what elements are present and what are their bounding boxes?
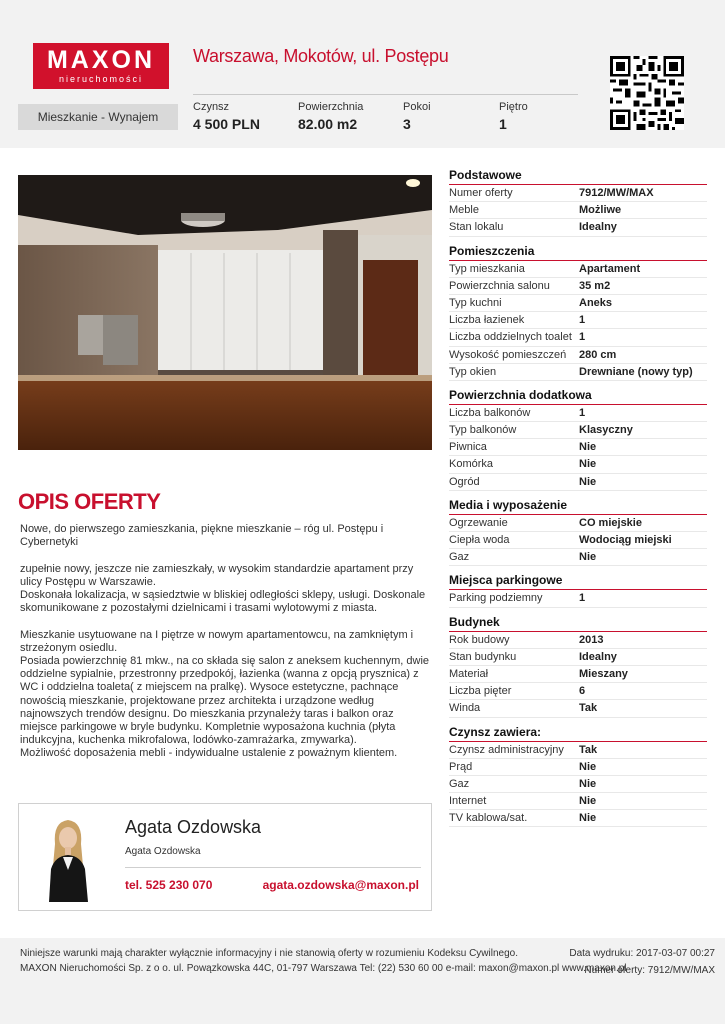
detail-row (449, 649, 707, 666)
detail-row (449, 439, 707, 456)
agent-phone-link[interactable]: tel. 525 230 070 (125, 878, 213, 892)
section-heading: Miejsca parkingowe (449, 573, 707, 590)
detail-row (449, 666, 707, 683)
detail-row (449, 515, 707, 532)
detail-key: Internet (449, 795, 487, 808)
detail-value: CO miejskie (579, 516, 642, 529)
section-heading: Powierzchnia dodatkowa (449, 388, 707, 405)
detail-row (449, 532, 707, 549)
detail-key: Typ kuchni (449, 296, 502, 309)
detail-row (449, 347, 707, 364)
stat-label: Pokoi (403, 101, 431, 113)
detail-value: Mieszany (579, 667, 628, 680)
section-parking (449, 573, 707, 607)
detail-row (449, 793, 707, 810)
section-basic (449, 168, 707, 237)
detail-key: Gaz (449, 777, 470, 790)
detail-value: 1 (579, 406, 586, 419)
detail-value: Drewniane (nowy typ) (579, 365, 693, 378)
detail-key: Stan budynku (449, 650, 517, 663)
stat-value: 4 500 PLN (193, 116, 260, 132)
description-heading: OPIS OFERTY (18, 489, 161, 514)
detail-row (449, 364, 707, 381)
detail-value: Możliwe (579, 204, 622, 217)
detail-key: Materiał (449, 667, 489, 680)
detail-key: Winda (449, 702, 481, 715)
agent-divider (125, 867, 421, 868)
detail-key: Meble (449, 204, 479, 217)
qr-code-icon (610, 56, 684, 130)
detail-row (449, 700, 707, 717)
section-heading: Podstawowe (449, 168, 707, 185)
detail-row (449, 278, 707, 295)
detail-value: 1 (579, 592, 586, 605)
detail-value: Nie (579, 441, 597, 454)
agent-card (18, 803, 432, 911)
detail-value: 7912/MW/MAX (579, 187, 654, 199)
detail-row (449, 474, 707, 491)
detail-row (449, 742, 707, 759)
detail-key: Typ mieszkania (449, 262, 525, 275)
detail-value: 6 (579, 685, 586, 698)
stat-area (298, 101, 363, 132)
stat-label: Powierzchnia (298, 101, 364, 113)
section-heading: Budynek (449, 615, 707, 632)
detail-row (449, 312, 707, 329)
detail-row (449, 776, 707, 793)
detail-value: Nie (579, 795, 597, 808)
detail-value: 1 (579, 331, 586, 344)
logo-main-text: MAXON (46, 46, 156, 74)
detail-row (449, 549, 707, 566)
detail-row (449, 422, 707, 439)
detail-value: 2013 (579, 633, 604, 646)
detail-value: Idealny (579, 650, 617, 663)
stat-label: Piętro (499, 101, 528, 113)
detail-row (449, 405, 707, 422)
detail-value: Nie (579, 812, 597, 825)
detail-value: Tak (579, 702, 598, 715)
detail-key: Liczba łazienek (449, 314, 525, 327)
agent-avatar (41, 814, 96, 902)
detail-value: Nie (579, 458, 597, 471)
stat-rent (193, 101, 260, 132)
detail-row (449, 219, 707, 236)
detail-key: Piwnica (449, 441, 487, 454)
detail-value: Aneks (579, 296, 613, 309)
property-photo[interactable] (18, 175, 432, 450)
agent-name: Agata Ozdowska (125, 817, 262, 837)
offer-type-badge: Mieszkanie - Wynajem (18, 104, 178, 130)
details-sidebar (449, 168, 707, 834)
detail-key: Prąd (449, 760, 473, 773)
detail-key: Ciepła woda (449, 534, 510, 546)
detail-key: Powierzchnia salonu (449, 279, 550, 292)
detail-row (449, 456, 707, 473)
detail-key: Rok budowy (449, 633, 510, 646)
section-heading: Czynsz zawiera: (449, 725, 707, 742)
detail-value: Idealny (579, 221, 617, 234)
detail-key: Stan lokalu (449, 221, 504, 234)
footer-offer-number: Numer oferty: 7912/MW/MAX (584, 965, 715, 976)
detail-value: Wodociąg miejski (579, 534, 672, 546)
detail-row (449, 295, 707, 312)
detail-value: Nie (579, 551, 597, 564)
listing-title: Warszawa, Mokotów, ul. Postępu (193, 46, 449, 66)
stat-label: Czynsz (193, 101, 230, 113)
detail-row (449, 261, 707, 278)
title-divider (193, 94, 578, 95)
header (0, 0, 725, 148)
detail-row (449, 329, 707, 346)
section-rooms (449, 244, 707, 381)
detail-key: Liczba pięter (449, 685, 512, 698)
detail-row (449, 632, 707, 649)
logo-sub-text: nieruchomości (58, 74, 144, 84)
detail-row (449, 810, 707, 827)
agent-email-link[interactable]: agata.ozdowska@maxon.pl (262, 878, 419, 892)
detail-key: Ogród (449, 475, 480, 488)
detail-value: Nie (579, 760, 597, 773)
description-text: Nowe, do pierwszego zamieszkania, piękne mieszkanie – róg ul. Postępu i Cybernetyki zupełnie nowy, jeszcze nie zamieszkały, w wysokim standardzie apartament przy ulicy Postępu w Warszawie. Doskonała lokalizacja, w sąsiedztwie w bliskiej odległości sklepy, usługi. Doskonale skomunikowane z pozostałymi dzielnicami i trasami wylotowymi z miasta. Mieszkanie usytuowane na I piętrze w nowym apartamentowcu, na zamkniętym i strzeżonym osiedlu. Posiada powierzchnię 81 mkw., na co składa się salon z aneksem kuchennym, dwie oddzielne sypialnie, przestronny przedpokój, łazienka (wanna z opcją prysznica) z WC i oddzielna toaleta( z miejscem na pralkę). Wysoce estetyczne, pachnące nowością mieszkanie, projektowane przez architekta i urządzone według najnowszych trendów designu. Do mieszkania przynależy taras i balkon oraz miejsce parkingowe w bryle budynku. Kompletnie wyposażona kuchnia (płyta indukcyjna, kuchenka mikrofalowa, lodówko-zamrażarka, zmywarka). Możliwość doposażenia mebli - indywidualne ustalenie z poważnym klientem. (20, 523, 430, 760)
detail-key: Gaz (449, 551, 470, 564)
detail-value: 280 cm (579, 348, 617, 361)
detail-value: Nie (579, 475, 597, 488)
section-building (449, 615, 707, 718)
detail-row (449, 202, 707, 219)
footer-disclaimer: Niniejsze warunki mają charakter wyłącznie informacyjny i nie stanowią oferty w rozumieniu Kodeksu Cywilnego. (20, 948, 518, 959)
stat-value: 82.00 m2 (298, 116, 358, 132)
detail-value: Klasyczny (579, 424, 633, 437)
detail-key: Typ balkonów (449, 424, 517, 437)
section-media (449, 498, 707, 567)
detail-row (449, 759, 707, 776)
detail-row (449, 185, 707, 202)
detail-row (449, 590, 707, 607)
section-additional-area (449, 388, 707, 491)
detail-key: Wysokość pomieszczeń (449, 348, 567, 361)
section-rent-includes (449, 725, 707, 828)
detail-key: Liczba oddzielnych toalet (449, 331, 572, 344)
maxon-logo[interactable] (33, 43, 169, 89)
detail-value: Apartament (579, 262, 641, 275)
footer-print-date: Data wydruku: 2017-03-07 00:27 (569, 948, 715, 959)
detail-key: Ogrzewanie (449, 516, 508, 529)
detail-value: Tak (579, 743, 598, 756)
footer-company-info: MAXON Nieruchomości Sp. z o o. ul. Powązkowska 44C, 01-797 Warszawa Tel: (22) 530 60 00 e-mail: maxon@maxon.pl www.maxon.pl (20, 963, 627, 974)
detail-key: Komórka (449, 458, 494, 471)
detail-value: Nie (579, 777, 597, 790)
section-heading: Media i wyposażenie (449, 498, 707, 515)
detail-key: Numer oferty (449, 187, 513, 199)
agent-subtitle: Agata Ozdowska (125, 846, 201, 857)
stat-rooms (403, 101, 431, 132)
detail-value: 35 m2 (579, 279, 611, 292)
detail-key: Liczba balkonów (449, 406, 531, 419)
detail-key: TV kablowa/sat. (449, 812, 528, 825)
detail-key: Typ okien (449, 365, 497, 378)
stat-value: 1 (499, 116, 507, 132)
stat-value: 3 (403, 116, 411, 132)
footer (0, 938, 725, 1024)
detail-key: Czynsz administracyjny (449, 743, 564, 756)
stat-floor (499, 101, 528, 132)
detail-value: 1 (579, 314, 586, 327)
section-heading: Pomieszczenia (449, 244, 707, 261)
apartment-interior-image (18, 175, 432, 450)
detail-key: Parking podziemny (449, 592, 543, 605)
detail-row (449, 683, 707, 700)
